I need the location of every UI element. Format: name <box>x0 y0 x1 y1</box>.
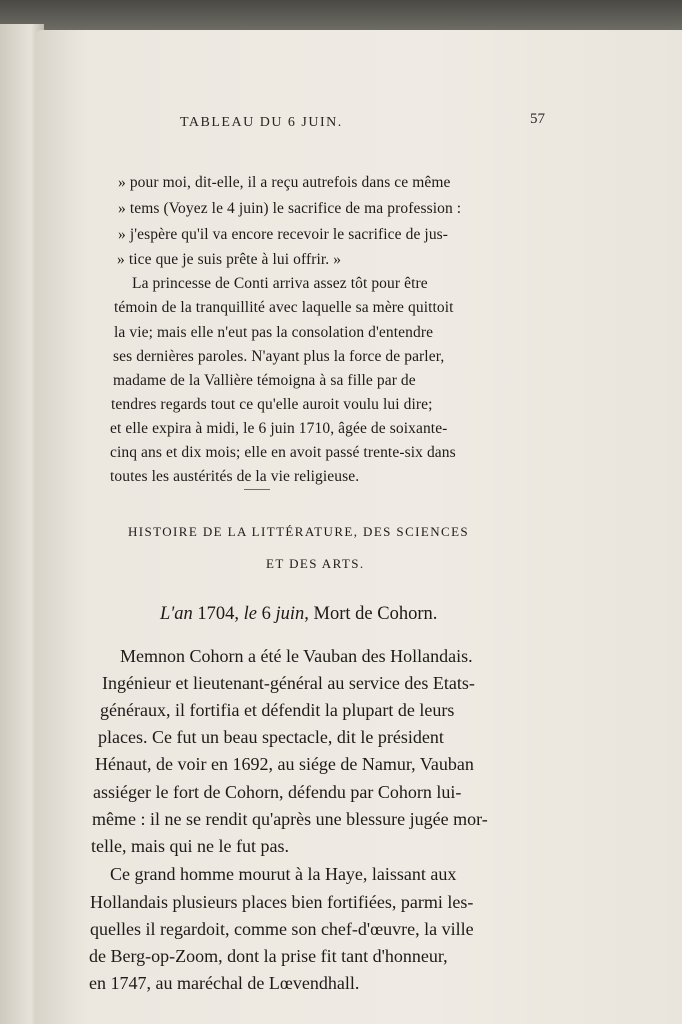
text-line: Ingénieur et lieutenant-général au service des Etats- <box>102 673 475 693</box>
text-line: » j'espère qu'il va encore recevoir le sacrifice de jus- <box>118 226 449 243</box>
text-line: Memnon Cohorn a été le Vauban des Hollandais. <box>120 646 473 666</box>
text-line: La princesse de Conti arriva assez tôt pour être <box>132 275 428 292</box>
text-line: places. Ce fut un beau spectacle, dit le président <box>98 727 444 747</box>
running-header <box>180 111 600 131</box>
running-title: TABLEAU DU 6 JUIN. <box>180 115 343 130</box>
text-line: madame de la Vallière témoigna à sa fille par de <box>113 372 416 389</box>
text-line: » tems (Voyez le 4 juin) le sacrifice de ma profession : <box>118 200 462 217</box>
text-line: en 1747, au maréchal de Lœvendhall. <box>89 973 360 993</box>
text-line: la vie; mais elle n'eut pas la consolation d'entendre <box>114 324 434 341</box>
text-line: toutes les austérités de la vie religieuse. <box>110 468 360 485</box>
divider <box>244 489 270 490</box>
page-number: 57 <box>530 111 545 127</box>
text-line: de Berg-op-Zoom, dont la prise fit tant d'honneur, <box>89 946 448 966</box>
text-line: ses dernières paroles. N'ayant plus la force de parler, <box>113 348 445 365</box>
text-line: Hollandais plusieurs places bien fortifiées, parmi les- <box>90 892 474 912</box>
text-line: » tice que je suis prête à lui offrir. » <box>117 251 342 268</box>
text-line: cinq ans et dix mois; elle en avoit passé trente-six dans <box>110 444 456 461</box>
article-title: L'an 1704, le 6 juin, Mort de Cohorn. <box>160 604 438 624</box>
text-line: généraux, il fortifia et défendit la plupart de leurs <box>100 700 455 720</box>
text-line: et elle expira à midi, le 6 juin 1710, âgée de soixante- <box>110 420 448 437</box>
text-line: témoin de la tranquillité avec laquelle sa mère quittoit <box>114 299 454 316</box>
text-line: Hénaut, de voir en 1692, au siége de Namur, Vauban <box>95 754 474 774</box>
text-line: » pour moi, dit-elle, il a reçu autrefois dans ce même <box>118 174 451 191</box>
text-line: assiéger le fort de Cohorn, défendu par Cohorn lui- <box>93 782 462 802</box>
text-line: Ce grand homme mourut à la Haye, laissant aux <box>110 864 457 884</box>
section-heading: HISTOIRE DE LA LITTÉRATURE, DES SCIENCES <box>128 524 470 539</box>
section-heading-cont: ET DES ARTS. <box>266 556 365 571</box>
text-line: quelles il regardoit, comme son chef-d'œuvre, la ville <box>90 919 474 939</box>
text-line: tendres regards tout ce qu'elle auroit voulu lui dire; <box>111 396 433 413</box>
text-line: telle, mais qui ne le fut pas. <box>91 836 289 856</box>
text-line: même : il ne se rendit qu'après une blessure jugée mor- <box>92 809 488 829</box>
